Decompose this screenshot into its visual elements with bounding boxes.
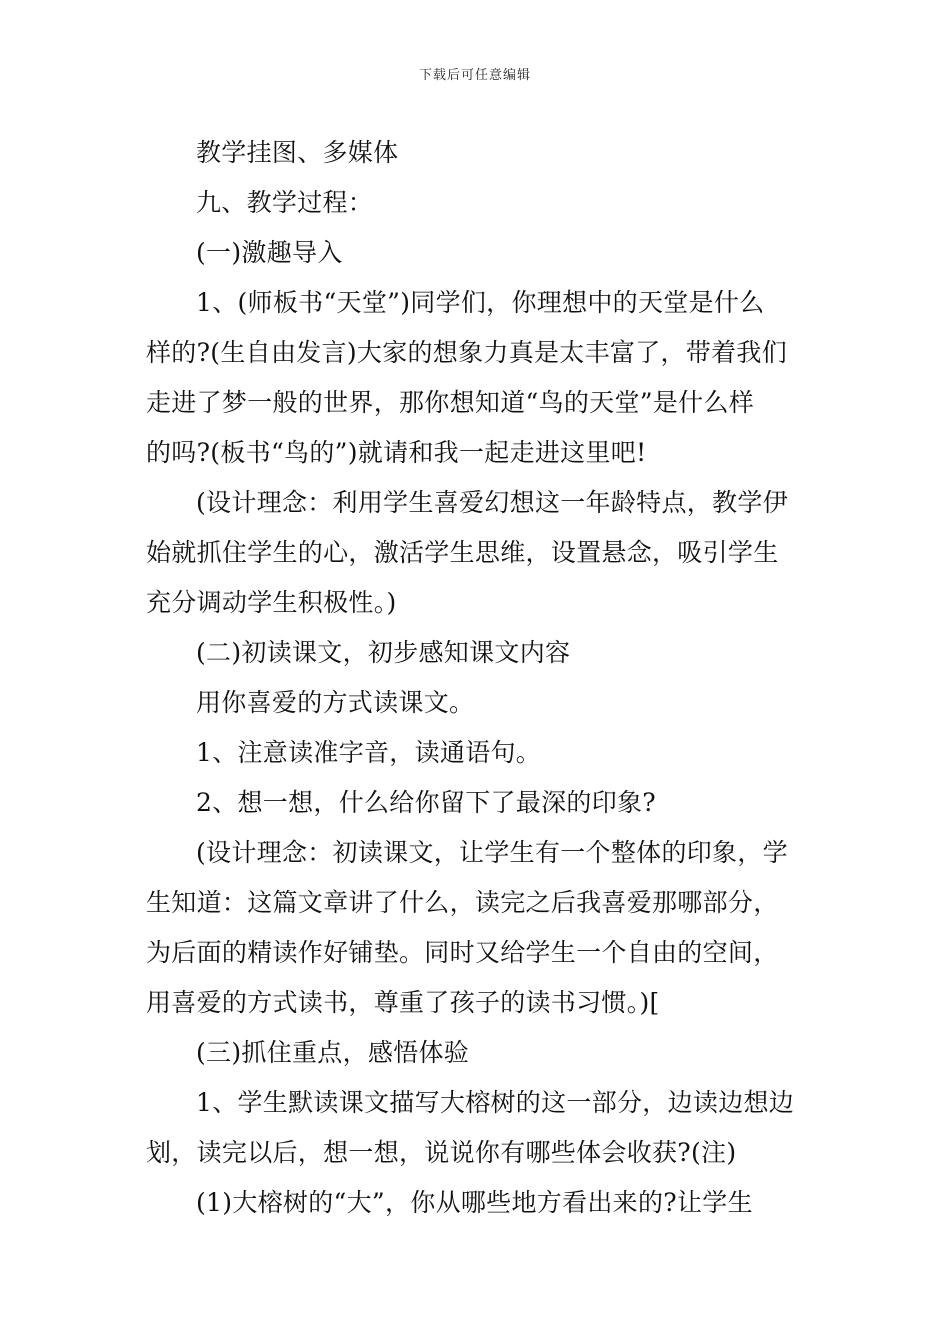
text-line: 教学挂图、多媒体 bbox=[196, 138, 399, 167]
text-line: 样的?(生自由发言)大家的想象力真是太丰富了，带着我们 bbox=[146, 338, 788, 367]
text-line: (二)初读课文，初步感知课文内容 bbox=[196, 638, 571, 667]
text-line: 2、想一想，什么给你留下了最深的印象? bbox=[196, 788, 657, 817]
text-line: (三)抓住重点，感悟体验 bbox=[196, 1038, 470, 1067]
page-header: 下载后可任意编辑 bbox=[418, 68, 531, 83]
text-line: 1、学生默读课文描写大榕树的这一部分，边读边想边 bbox=[196, 1088, 795, 1117]
text-line: (1)大榕树的“大”，你从哪些地方看出来的?让学生 bbox=[196, 1188, 753, 1217]
text-line: 划，读完以后，想一想，说说你有哪些体会收获?(注) bbox=[146, 1138, 737, 1167]
text-line: 走进了梦一般的世界，那你想知道“鸟的天堂”是什么样 bbox=[146, 388, 755, 417]
text-line: 始就抓住学生的心，激活学生思维，设置悬念，吸引学生 bbox=[146, 538, 779, 567]
text-line: 九、教学过程： bbox=[196, 188, 374, 217]
text-line: (设计理念：利用学生喜爱幻想这一年龄特点，教学伊 bbox=[196, 488, 788, 517]
text-line: 生知道：这篇文章讲了什么，读完之后我喜爱那哪部分， bbox=[146, 888, 779, 917]
text-line: 1、(师板书“天堂”)同学们，你理想中的天堂是什么 bbox=[196, 288, 765, 317]
text-line: 为后面的精读作好铺垫。同时又给学生一个自由的空间， bbox=[146, 938, 779, 967]
text-line: 的吗?(板书“鸟的”)就请和我一起走进这里吧! bbox=[146, 438, 647, 467]
text-line: 用喜爱的方式读书，尊重了孩子的读书习惯。)[ bbox=[146, 988, 660, 1017]
document-body bbox=[146, 128, 808, 1228]
text-line: (一)激趣导入 bbox=[196, 238, 343, 267]
text-line: 1、注意读准字音，读通语句。 bbox=[196, 738, 542, 767]
text-line: 充分调动学生积极性。) bbox=[146, 588, 397, 617]
text-line: 用你喜爱的方式读课文。 bbox=[196, 688, 475, 717]
text-line: (设计理念：初读课文，让学生有一个整体的印象，学 bbox=[196, 838, 788, 867]
